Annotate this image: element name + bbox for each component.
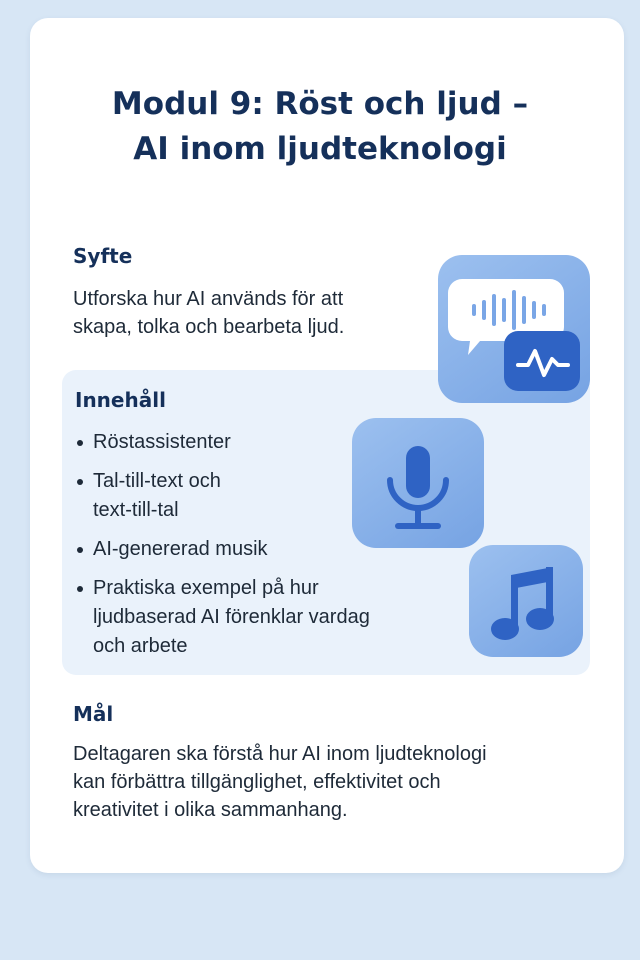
page-title <box>0 82 640 172</box>
title-line-1: Modul 9: Röst och ljud – <box>111 86 529 122</box>
list-item-text: Praktiska exempel på hur <box>93 577 319 599</box>
list-item <box>75 574 415 661</box>
purpose-text-line-2: skapa, tolka och bearbeta ljud. <box>73 316 345 338</box>
list-item-text: och arbete <box>93 635 188 657</box>
goal-heading: Mål <box>73 702 114 726</box>
list-item-text: Tal-till-text och <box>93 470 221 492</box>
goal-text <box>73 740 487 824</box>
list-item-text: text-till-tal <box>93 499 179 521</box>
purpose-text <box>73 285 344 341</box>
goal-text-line-2: kan förbättra tillgänglighet, effektivitet och <box>73 771 441 793</box>
list-item-text: AI-genererad musik <box>93 538 268 560</box>
microphone-icon <box>352 418 484 548</box>
title-line-2: AI inom ljudteknologi <box>133 131 507 167</box>
list-item-text: ljudbaserad AI förenklar vardag <box>93 606 370 628</box>
goal-text-line-3: kreativitet i olika sammanhang. <box>73 799 348 821</box>
speech-waveform-icon <box>438 255 590 403</box>
goal-text-line-1: Deltagaren ska förstå hur AI inom ljudteknologi <box>73 743 487 765</box>
purpose-heading: Syfte <box>73 244 133 268</box>
purpose-text-line-1: Utforska hur AI används för att <box>73 288 344 310</box>
music-note-icon <box>469 545 583 657</box>
list-item-text: Röstassistenter <box>93 431 231 453</box>
content-heading: Innehåll <box>75 388 166 412</box>
